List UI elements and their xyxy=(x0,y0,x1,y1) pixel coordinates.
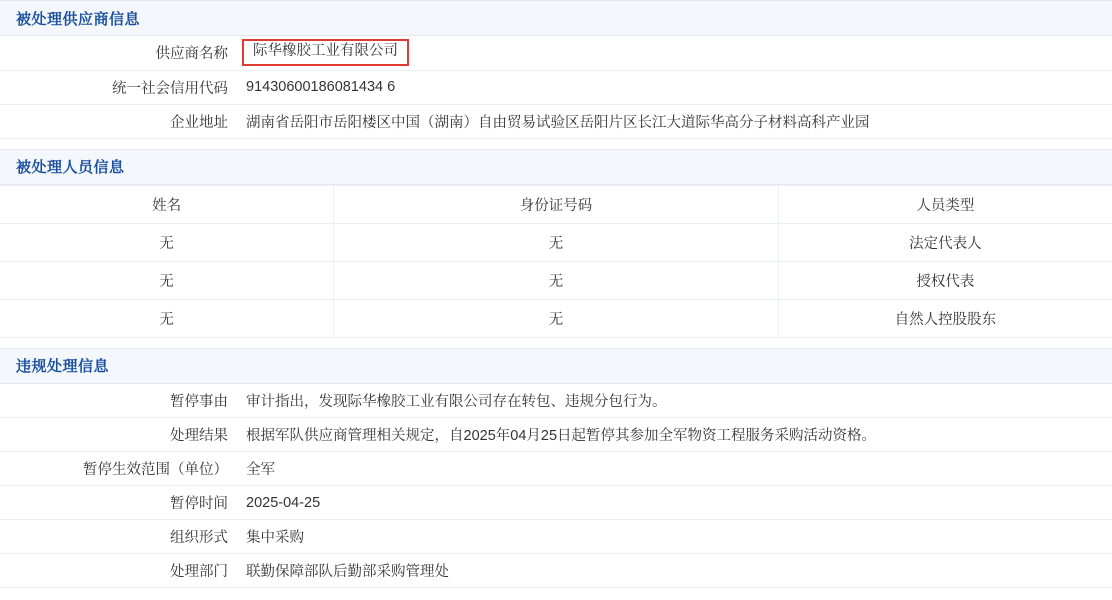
table-row xyxy=(0,520,1112,554)
table-row xyxy=(0,452,1112,486)
cell-name: 无 xyxy=(0,223,334,261)
cell-id: 无 xyxy=(334,261,779,299)
field-value-organization-form: 集中采购 xyxy=(238,520,1112,554)
supplier-info-table xyxy=(0,36,1112,139)
section-header-personnel xyxy=(0,149,1112,185)
table-row xyxy=(0,223,1112,261)
cell-name: 无 xyxy=(0,261,334,299)
field-value-reason: 审计指出，发现际华橡胶工业有限公司存在转包、违规分包行为。 xyxy=(238,384,1112,418)
table-row xyxy=(0,104,1112,138)
field-label-organization-form: 组织形式 xyxy=(0,520,238,554)
column-header-id: 身份证号码 xyxy=(334,185,779,223)
section-title-personnel: 被处理人员信息 xyxy=(16,159,125,176)
field-label-department: 处理部门 xyxy=(0,554,238,588)
table-row xyxy=(0,418,1112,452)
field-label-result: 处理结果 xyxy=(0,418,238,452)
cell-name: 无 xyxy=(0,299,334,337)
table-header-row xyxy=(0,185,1112,223)
table-row xyxy=(0,36,1112,70)
field-value-department: 联勤保障部队后勤部采购管理处 xyxy=(238,554,1112,588)
cell-type: 授权代表 xyxy=(778,261,1112,299)
table-row xyxy=(0,384,1112,418)
table-row xyxy=(0,486,1112,520)
cell-id: 无 xyxy=(334,223,779,261)
field-value-credit-code: 91430600186081434 6 xyxy=(238,70,1112,104)
field-value-supplier-name-cell xyxy=(238,36,1112,70)
field-label-supplier-name: 供应商名称 xyxy=(0,36,238,70)
cell-id: 无 xyxy=(334,299,779,337)
cell-type: 自然人控股股东 xyxy=(778,299,1112,337)
field-value-result: 根据军队供应商管理相关规定，自2025年04月25日起暂停其参加全军物资工程服务采购活动资格。 xyxy=(238,418,1112,452)
section-header-supplier xyxy=(0,0,1112,36)
violation-info-table xyxy=(0,384,1112,589)
field-label-credit-code: 统一社会信用代码 xyxy=(0,70,238,104)
column-header-name: 姓名 xyxy=(0,185,334,223)
highlighted-supplier-name: 际华橡胶工业有限公司 xyxy=(242,39,409,66)
field-label-reason: 暂停事由 xyxy=(0,384,238,418)
personnel-table xyxy=(0,185,1112,338)
section-header-violation xyxy=(0,348,1112,384)
field-label-scope: 暂停生效范围（单位） xyxy=(0,452,238,486)
field-label-address: 企业地址 xyxy=(0,104,238,138)
field-value-suspend-date: 2025-04-25 xyxy=(238,486,1112,520)
table-row xyxy=(0,554,1112,588)
cell-type: 法定代表人 xyxy=(778,223,1112,261)
table-row xyxy=(0,299,1112,337)
column-header-type: 人员类型 xyxy=(778,185,1112,223)
field-label-suspend-date: 暂停时间 xyxy=(0,486,238,520)
table-row xyxy=(0,70,1112,104)
field-value-scope: 全军 xyxy=(238,452,1112,486)
section-title-supplier: 被处理供应商信息 xyxy=(16,10,141,28)
section-title-violation: 违规处理信息 xyxy=(16,358,110,375)
field-value-address: 湖南省岳阳市岳阳楼区中国（湖南）自由贸易试验区岳阳片区长江大道际华高分子材料高科产业园 xyxy=(238,104,1112,138)
table-row xyxy=(0,261,1112,299)
